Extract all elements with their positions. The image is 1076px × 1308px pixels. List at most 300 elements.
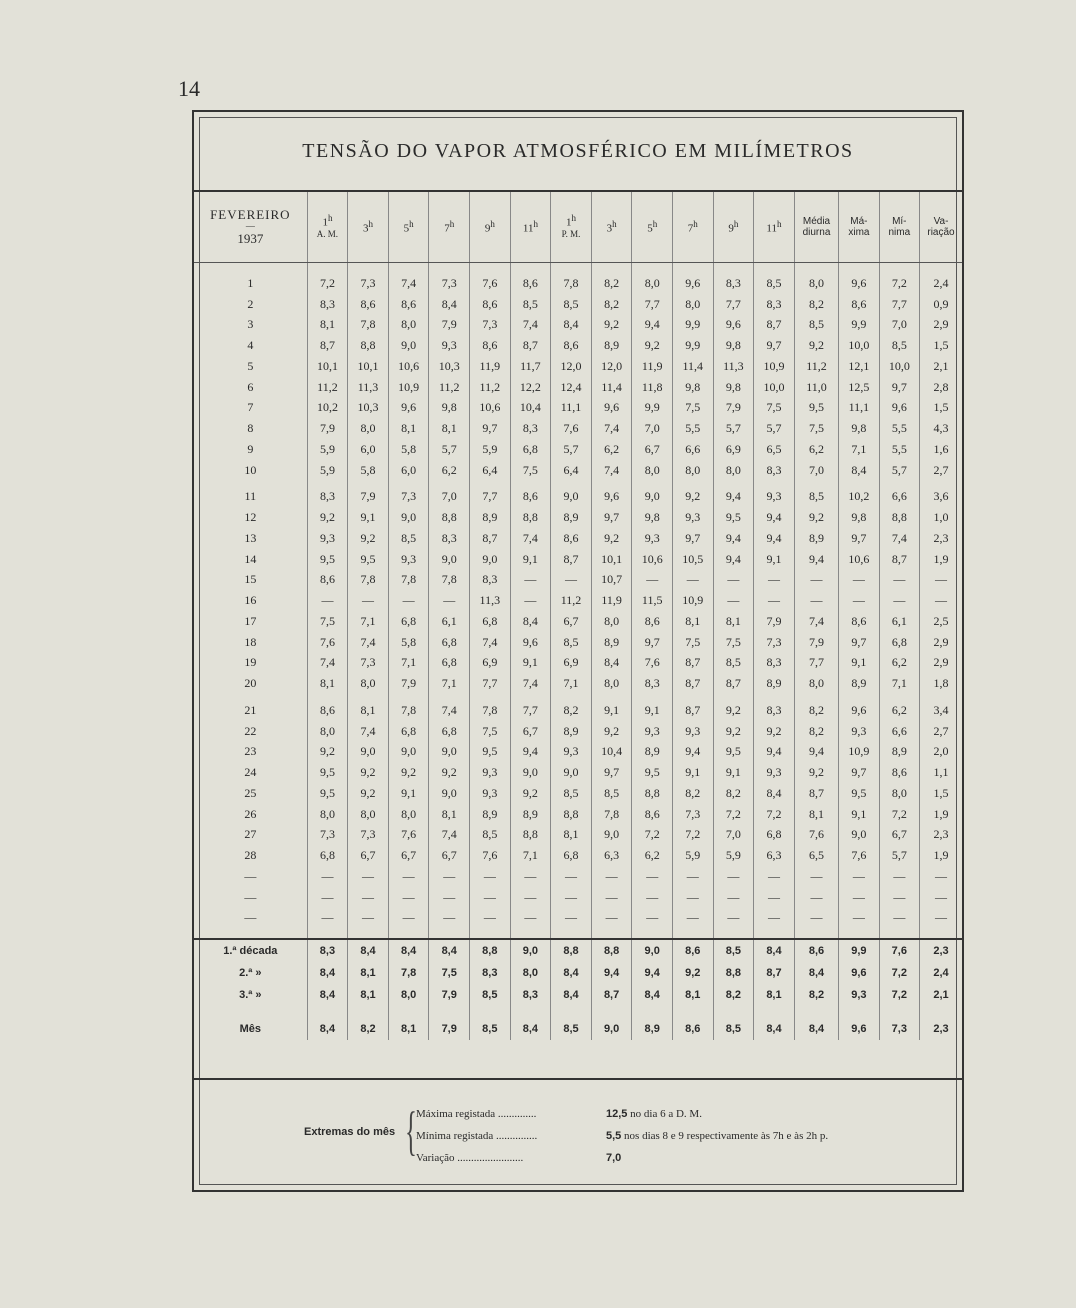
- table-row: [194, 487, 962, 508]
- value-cell: 8,6: [879, 762, 919, 783]
- summary-value-cell: 8,2: [794, 984, 838, 1006]
- page-number: 14: [178, 76, 200, 101]
- value-cell: —: [388, 590, 429, 611]
- value-cell: 1,6: [920, 439, 962, 460]
- value-cell: —: [879, 908, 919, 929]
- value-cell: 7,5: [713, 632, 754, 653]
- value-cell: —: [713, 590, 754, 611]
- value-cell: 10,6: [632, 549, 673, 570]
- value-cell: 7,8: [348, 315, 389, 336]
- value-cell: —: [510, 887, 551, 908]
- value-cell: 8,1: [429, 804, 470, 825]
- value-cell: —: [470, 887, 511, 908]
- value-cell: 8,0: [632, 460, 673, 481]
- day-cell: 5: [247, 358, 254, 373]
- value-cell: 8,9: [794, 528, 838, 549]
- value-cell: —: [510, 866, 551, 887]
- summary-value-cell: 8,3: [307, 939, 348, 962]
- value-cell: 9,7: [839, 632, 879, 653]
- table-row: [194, 653, 962, 674]
- value-cell: 7,3: [388, 487, 429, 508]
- spacer-cell: [754, 263, 795, 274]
- value-cell: 9,3: [470, 783, 511, 804]
- value-cell: 10,0: [879, 356, 919, 377]
- value-cell: —: [920, 887, 962, 908]
- value-cell: 10,4: [510, 398, 551, 419]
- value-cell: 8,4: [510, 611, 551, 632]
- day-cell: —: [244, 868, 257, 883]
- value-cell: 7,1: [348, 611, 389, 632]
- value-cell: 7,9: [348, 487, 389, 508]
- value-cell: 7,4: [794, 611, 838, 632]
- value-cell: —: [839, 570, 879, 591]
- spacer-cell: [470, 263, 511, 274]
- value-cell: 10,4: [591, 742, 632, 763]
- day-cell: —: [244, 910, 257, 925]
- value-cell: —: [348, 908, 389, 929]
- spacer-cell: [194, 1006, 307, 1018]
- summary-value-cell: 7,8: [388, 962, 429, 984]
- col-header-minima: Mí- nima: [879, 192, 919, 263]
- value-cell: 8,5: [551, 294, 592, 315]
- value-cell: 7,3: [307, 825, 348, 846]
- summary-value-cell: 8,4: [307, 984, 348, 1006]
- table-row: [194, 570, 962, 591]
- value-cell: 9,4: [672, 742, 713, 763]
- value-cell: 10,6: [470, 398, 511, 419]
- value-cell: —: [510, 590, 551, 611]
- value-cell: —: [591, 908, 632, 929]
- day-cell: 20: [244, 676, 257, 691]
- value-cell: 8,6: [632, 611, 673, 632]
- value-cell: —: [429, 887, 470, 908]
- summary-value-cell: 8,1: [348, 962, 389, 984]
- month-header: [194, 192, 307, 263]
- value-cell: 9,5: [348, 549, 389, 570]
- value-cell: 9,0: [551, 762, 592, 783]
- summary-value-cell: 7,9: [429, 984, 470, 1006]
- value-cell: 6,7: [510, 721, 551, 742]
- value-cell: 8,6: [551, 335, 592, 356]
- day-cell: 10: [244, 462, 257, 477]
- value-cell: 9,1: [632, 700, 673, 721]
- value-cell: 5,9: [672, 845, 713, 866]
- value-cell: 9,5: [307, 783, 348, 804]
- table-row: [194, 887, 962, 908]
- table-title: TENSÃO DO VAPOR ATMOSFÉRICO EM MILÍMETROS: [302, 140, 854, 162]
- spacer-cell: [348, 928, 389, 939]
- value-cell: 5,7: [429, 439, 470, 460]
- value-cell: 9,2: [348, 783, 389, 804]
- value-cell: 9,2: [429, 762, 470, 783]
- value-cell: 7,5: [794, 418, 838, 439]
- value-cell: 9,1: [839, 804, 879, 825]
- value-cell: 9,5: [307, 549, 348, 570]
- value-cell: 6,7: [348, 845, 389, 866]
- value-cell: 8,0: [388, 804, 429, 825]
- value-cell: 8,9: [632, 742, 673, 763]
- value-cell: 8,5: [794, 315, 838, 336]
- table-row: [194, 825, 962, 846]
- value-cell: 7,0: [429, 487, 470, 508]
- variacao-value: 7,0: [606, 1152, 622, 1164]
- spacer-cell: [839, 1006, 879, 1018]
- value-cell: 9,4: [794, 549, 838, 570]
- value-cell: 8,0: [307, 804, 348, 825]
- value-cell: 7,1: [839, 439, 879, 460]
- summary-value-cell: 8,4: [794, 1018, 838, 1040]
- value-cell: —: [429, 590, 470, 611]
- summary-value-cell: 9,0: [632, 939, 673, 962]
- value-cell: 8,3: [510, 418, 551, 439]
- value-cell: 7,2: [879, 804, 919, 825]
- value-cell: 8,0: [879, 783, 919, 804]
- summary-value-cell: 9,0: [591, 1018, 632, 1040]
- summary-value-cell: 7,3: [879, 1018, 919, 1040]
- spacer-cell: [510, 263, 551, 274]
- table-row: [194, 507, 962, 528]
- value-cell: 9,6: [672, 273, 713, 294]
- value-cell: 9,5: [713, 742, 754, 763]
- value-cell: 8,4: [551, 315, 592, 336]
- day-cell: 24: [244, 765, 257, 780]
- value-cell: 1,5: [920, 335, 962, 356]
- value-cell: 7,1: [551, 673, 592, 694]
- value-cell: 9,4: [713, 549, 754, 570]
- value-cell: 6,7: [879, 825, 919, 846]
- value-cell: 8,0: [348, 673, 389, 694]
- value-cell: 9,8: [632, 507, 673, 528]
- value-cell: —: [754, 887, 795, 908]
- value-cell: 8,8: [510, 507, 551, 528]
- table-row: [194, 335, 962, 356]
- value-cell: 1,0: [920, 507, 962, 528]
- value-cell: —: [470, 908, 511, 929]
- day-cell: 9: [247, 441, 254, 456]
- summary-value-cell: 8,8: [551, 939, 592, 962]
- day-cell: 11: [244, 489, 257, 504]
- value-cell: 8,9: [551, 507, 592, 528]
- value-cell: 9,0: [429, 783, 470, 804]
- value-cell: 7,4: [510, 315, 551, 336]
- col-header-maxima: Má- xima: [839, 192, 879, 263]
- value-cell: 9,7: [839, 528, 879, 549]
- col-header-7h-pm: 7$^h$: [672, 192, 713, 263]
- minima-row: [606, 1130, 828, 1142]
- value-cell: 9,3: [839, 721, 879, 742]
- value-cell: 8,4: [754, 783, 795, 804]
- value-cell: 8,0: [794, 673, 838, 694]
- col-header-3h: 3$^h$: [348, 192, 389, 263]
- value-cell: 11,7: [510, 356, 551, 377]
- value-cell: 11,3: [348, 377, 389, 398]
- summary-value-cell: 9,2: [672, 962, 713, 984]
- table-frame: [192, 110, 964, 1192]
- value-cell: —: [839, 866, 879, 887]
- value-cell: 9,0: [510, 762, 551, 783]
- table-row: [194, 804, 962, 825]
- value-cell: 10,2: [839, 487, 879, 508]
- value-cell: 8,0: [388, 315, 429, 336]
- value-cell: 9,2: [713, 700, 754, 721]
- value-cell: 9,6: [591, 487, 632, 508]
- spacer-cell: [591, 928, 632, 939]
- spacer-cell: [839, 263, 879, 274]
- value-cell: 1,8: [920, 673, 962, 694]
- value-cell: —: [470, 866, 511, 887]
- value-cell: 7,8: [591, 804, 632, 825]
- value-cell: 8,7: [672, 653, 713, 674]
- value-cell: —: [429, 908, 470, 929]
- value-cell: 5,8: [348, 460, 389, 481]
- value-cell: —: [632, 866, 673, 887]
- value-cell: 8,1: [307, 315, 348, 336]
- value-cell: 5,9: [307, 439, 348, 460]
- value-cell: 7,4: [510, 673, 551, 694]
- value-cell: 8,2: [591, 294, 632, 315]
- value-cell: 8,5: [551, 632, 592, 653]
- summary-value-cell: 2,4: [920, 962, 962, 984]
- extremas-section: [194, 1098, 962, 1170]
- value-cell: 6,8: [388, 611, 429, 632]
- value-cell: 9,0: [388, 507, 429, 528]
- value-cell: —: [879, 866, 919, 887]
- summary-value-cell: 7,6: [879, 939, 919, 962]
- value-cell: 8,3: [470, 570, 511, 591]
- value-cell: 6,1: [429, 611, 470, 632]
- value-cell: 9,3: [754, 487, 795, 508]
- value-cell: 8,8: [510, 825, 551, 846]
- value-cell: 9,7: [754, 335, 795, 356]
- value-cell: 9,1: [348, 507, 389, 528]
- value-cell: 9,6: [839, 700, 879, 721]
- summary-value-cell: 8,4: [307, 962, 348, 984]
- value-cell: —: [307, 908, 348, 929]
- value-cell: 9,9: [632, 398, 673, 419]
- summary-value-cell: 8,5: [713, 939, 754, 962]
- value-cell: 2,9: [920, 653, 962, 674]
- value-cell: 9,3: [632, 721, 673, 742]
- spacer-row: [194, 1006, 962, 1018]
- value-cell: 7,2: [713, 804, 754, 825]
- spacer-cell: [920, 1006, 962, 1018]
- value-cell: 6,8: [307, 845, 348, 866]
- col-header-11h: 11$^h$: [510, 192, 551, 263]
- summary-value-cell: 8,4: [754, 1018, 795, 1040]
- value-cell: 8,3: [754, 294, 795, 315]
- col-header-9h-pm: 9$^h$: [713, 192, 754, 263]
- col-header-media: Média diurna: [794, 192, 838, 263]
- value-cell: 6,5: [754, 439, 795, 460]
- value-cell: 2,1: [920, 356, 962, 377]
- value-cell: 7,8: [429, 570, 470, 591]
- value-cell: 11,1: [551, 398, 592, 419]
- value-cell: —: [920, 590, 962, 611]
- variacao-label: Variação ........................: [416, 1152, 524, 1164]
- value-cell: 7,7: [470, 673, 511, 694]
- day-cell: 21: [244, 702, 257, 717]
- value-cell: 9,0: [429, 549, 470, 570]
- value-cell: 10,6: [388, 356, 429, 377]
- value-cell: 10,6: [839, 549, 879, 570]
- col-header-7h: 7$^h$: [429, 192, 470, 263]
- summary-value-cell: 8,4: [429, 939, 470, 962]
- value-cell: —: [839, 590, 879, 611]
- value-cell: 8,2: [713, 783, 754, 804]
- value-cell: 9,4: [794, 742, 838, 763]
- value-cell: 2,7: [920, 460, 962, 481]
- value-cell: 9,1: [839, 653, 879, 674]
- summary-value-cell: 7,5: [429, 962, 470, 984]
- spacer-cell: [348, 263, 389, 274]
- value-cell: 8,2: [672, 783, 713, 804]
- value-cell: 9,2: [713, 721, 754, 742]
- value-cell: 7,3: [429, 273, 470, 294]
- value-cell: 12,4: [551, 377, 592, 398]
- summary-row: [194, 984, 962, 1006]
- table-body: [194, 263, 962, 1041]
- value-cell: 9,3: [632, 528, 673, 549]
- value-cell: 8,1: [794, 804, 838, 825]
- spacer-cell: [470, 1006, 511, 1018]
- value-cell: 12,0: [551, 356, 592, 377]
- value-cell: 9,2: [307, 507, 348, 528]
- value-cell: 7,4: [879, 528, 919, 549]
- table-row: [194, 700, 962, 721]
- value-cell: 8,5: [591, 783, 632, 804]
- value-cell: 6,1: [879, 611, 919, 632]
- value-cell: 11,4: [591, 377, 632, 398]
- value-cell: —: [348, 887, 389, 908]
- value-cell: —: [510, 908, 551, 929]
- value-cell: 8,7: [551, 549, 592, 570]
- value-cell: 7,2: [754, 804, 795, 825]
- value-cell: 8,8: [429, 507, 470, 528]
- value-cell: 9,8: [672, 377, 713, 398]
- value-cell: 10,1: [307, 356, 348, 377]
- day-cell: 22: [244, 723, 257, 738]
- value-cell: 8,6: [839, 611, 879, 632]
- value-cell: 7,9: [794, 632, 838, 653]
- spacer-cell: [794, 1006, 838, 1018]
- value-cell: —: [388, 887, 429, 908]
- value-cell: 6,9: [470, 653, 511, 674]
- spacer-cell: [879, 1006, 919, 1018]
- table-row: [194, 356, 962, 377]
- value-cell: 8,2: [794, 294, 838, 315]
- summary-row: [194, 1018, 962, 1040]
- value-cell: —: [672, 908, 713, 929]
- value-cell: 7,5: [672, 632, 713, 653]
- value-cell: 9,2: [348, 762, 389, 783]
- value-cell: 11,9: [470, 356, 511, 377]
- extremas-label: Extremas do mês: [304, 1126, 396, 1138]
- table-row: [194, 908, 962, 929]
- day-cell: 28: [244, 848, 257, 863]
- value-cell: 9,6: [591, 398, 632, 419]
- table-row: [194, 418, 962, 439]
- value-cell: 5,5: [672, 418, 713, 439]
- value-cell: 9,2: [672, 487, 713, 508]
- value-cell: 9,3: [470, 762, 511, 783]
- value-cell: 7,7: [510, 700, 551, 721]
- value-cell: 9,2: [307, 742, 348, 763]
- day-cell: 27: [244, 827, 257, 842]
- summary-value-cell: 8,1: [754, 984, 795, 1006]
- value-cell: 10,9: [839, 742, 879, 763]
- value-cell: 9,8: [713, 335, 754, 356]
- summary-value-cell: 9,9: [839, 939, 879, 962]
- value-cell: —: [632, 570, 673, 591]
- value-cell: 6,2: [879, 700, 919, 721]
- value-cell: —: [632, 887, 673, 908]
- spacer-cell: [754, 1006, 795, 1018]
- value-cell: 8,8: [632, 783, 673, 804]
- value-cell: 2,8: [920, 377, 962, 398]
- value-cell: 9,0: [839, 825, 879, 846]
- spacer-cell: [307, 928, 348, 939]
- value-cell: 9,2: [794, 335, 838, 356]
- value-cell: 9,3: [307, 528, 348, 549]
- value-cell: 10,3: [348, 398, 389, 419]
- summary-value-cell: 7,2: [879, 962, 919, 984]
- day-cell: 18: [244, 634, 257, 649]
- spacer-cell: [672, 928, 713, 939]
- value-cell: 9,4: [754, 742, 795, 763]
- value-cell: —: [839, 887, 879, 908]
- summary-value-cell: 2,3: [920, 939, 962, 962]
- value-cell: 2,0: [920, 742, 962, 763]
- table-row: [194, 762, 962, 783]
- summary-value-cell: 8,5: [470, 1018, 511, 1040]
- value-cell: 9,4: [510, 742, 551, 763]
- value-cell: 6,8: [879, 632, 919, 653]
- value-cell: 8,3: [632, 673, 673, 694]
- value-cell: 9,5: [470, 742, 511, 763]
- value-cell: —: [551, 866, 592, 887]
- value-cell: 11,2: [794, 356, 838, 377]
- value-cell: —: [672, 887, 713, 908]
- value-cell: 7,6: [551, 418, 592, 439]
- day-cell: 4: [247, 338, 254, 353]
- summary-value-cell: 7,9: [429, 1018, 470, 1040]
- table-row: [194, 845, 962, 866]
- value-cell: 6,4: [470, 460, 511, 481]
- value-cell: 7,7: [632, 294, 673, 315]
- value-cell: 7,4: [591, 418, 632, 439]
- spacer-cell: [194, 263, 307, 274]
- value-cell: 8,2: [551, 700, 592, 721]
- value-cell: 8,6: [307, 700, 348, 721]
- value-cell: 2,4: [920, 273, 962, 294]
- summary-value-cell: 9,4: [632, 962, 673, 984]
- value-cell: —: [591, 887, 632, 908]
- value-cell: 6,3: [754, 845, 795, 866]
- value-cell: 8,1: [388, 418, 429, 439]
- value-cell: 10,0: [839, 335, 879, 356]
- day-cell: 3: [247, 317, 254, 332]
- value-cell: 8,7: [713, 673, 754, 694]
- value-cell: 9,2: [754, 721, 795, 742]
- spacer-cell: [510, 1006, 551, 1018]
- value-cell: 8,6: [348, 294, 389, 315]
- value-cell: 7,6: [794, 825, 838, 846]
- value-cell: —: [794, 590, 838, 611]
- value-cell: 8,3: [713, 273, 754, 294]
- value-cell: 9,3: [551, 742, 592, 763]
- value-cell: —: [839, 908, 879, 929]
- value-cell: —: [591, 866, 632, 887]
